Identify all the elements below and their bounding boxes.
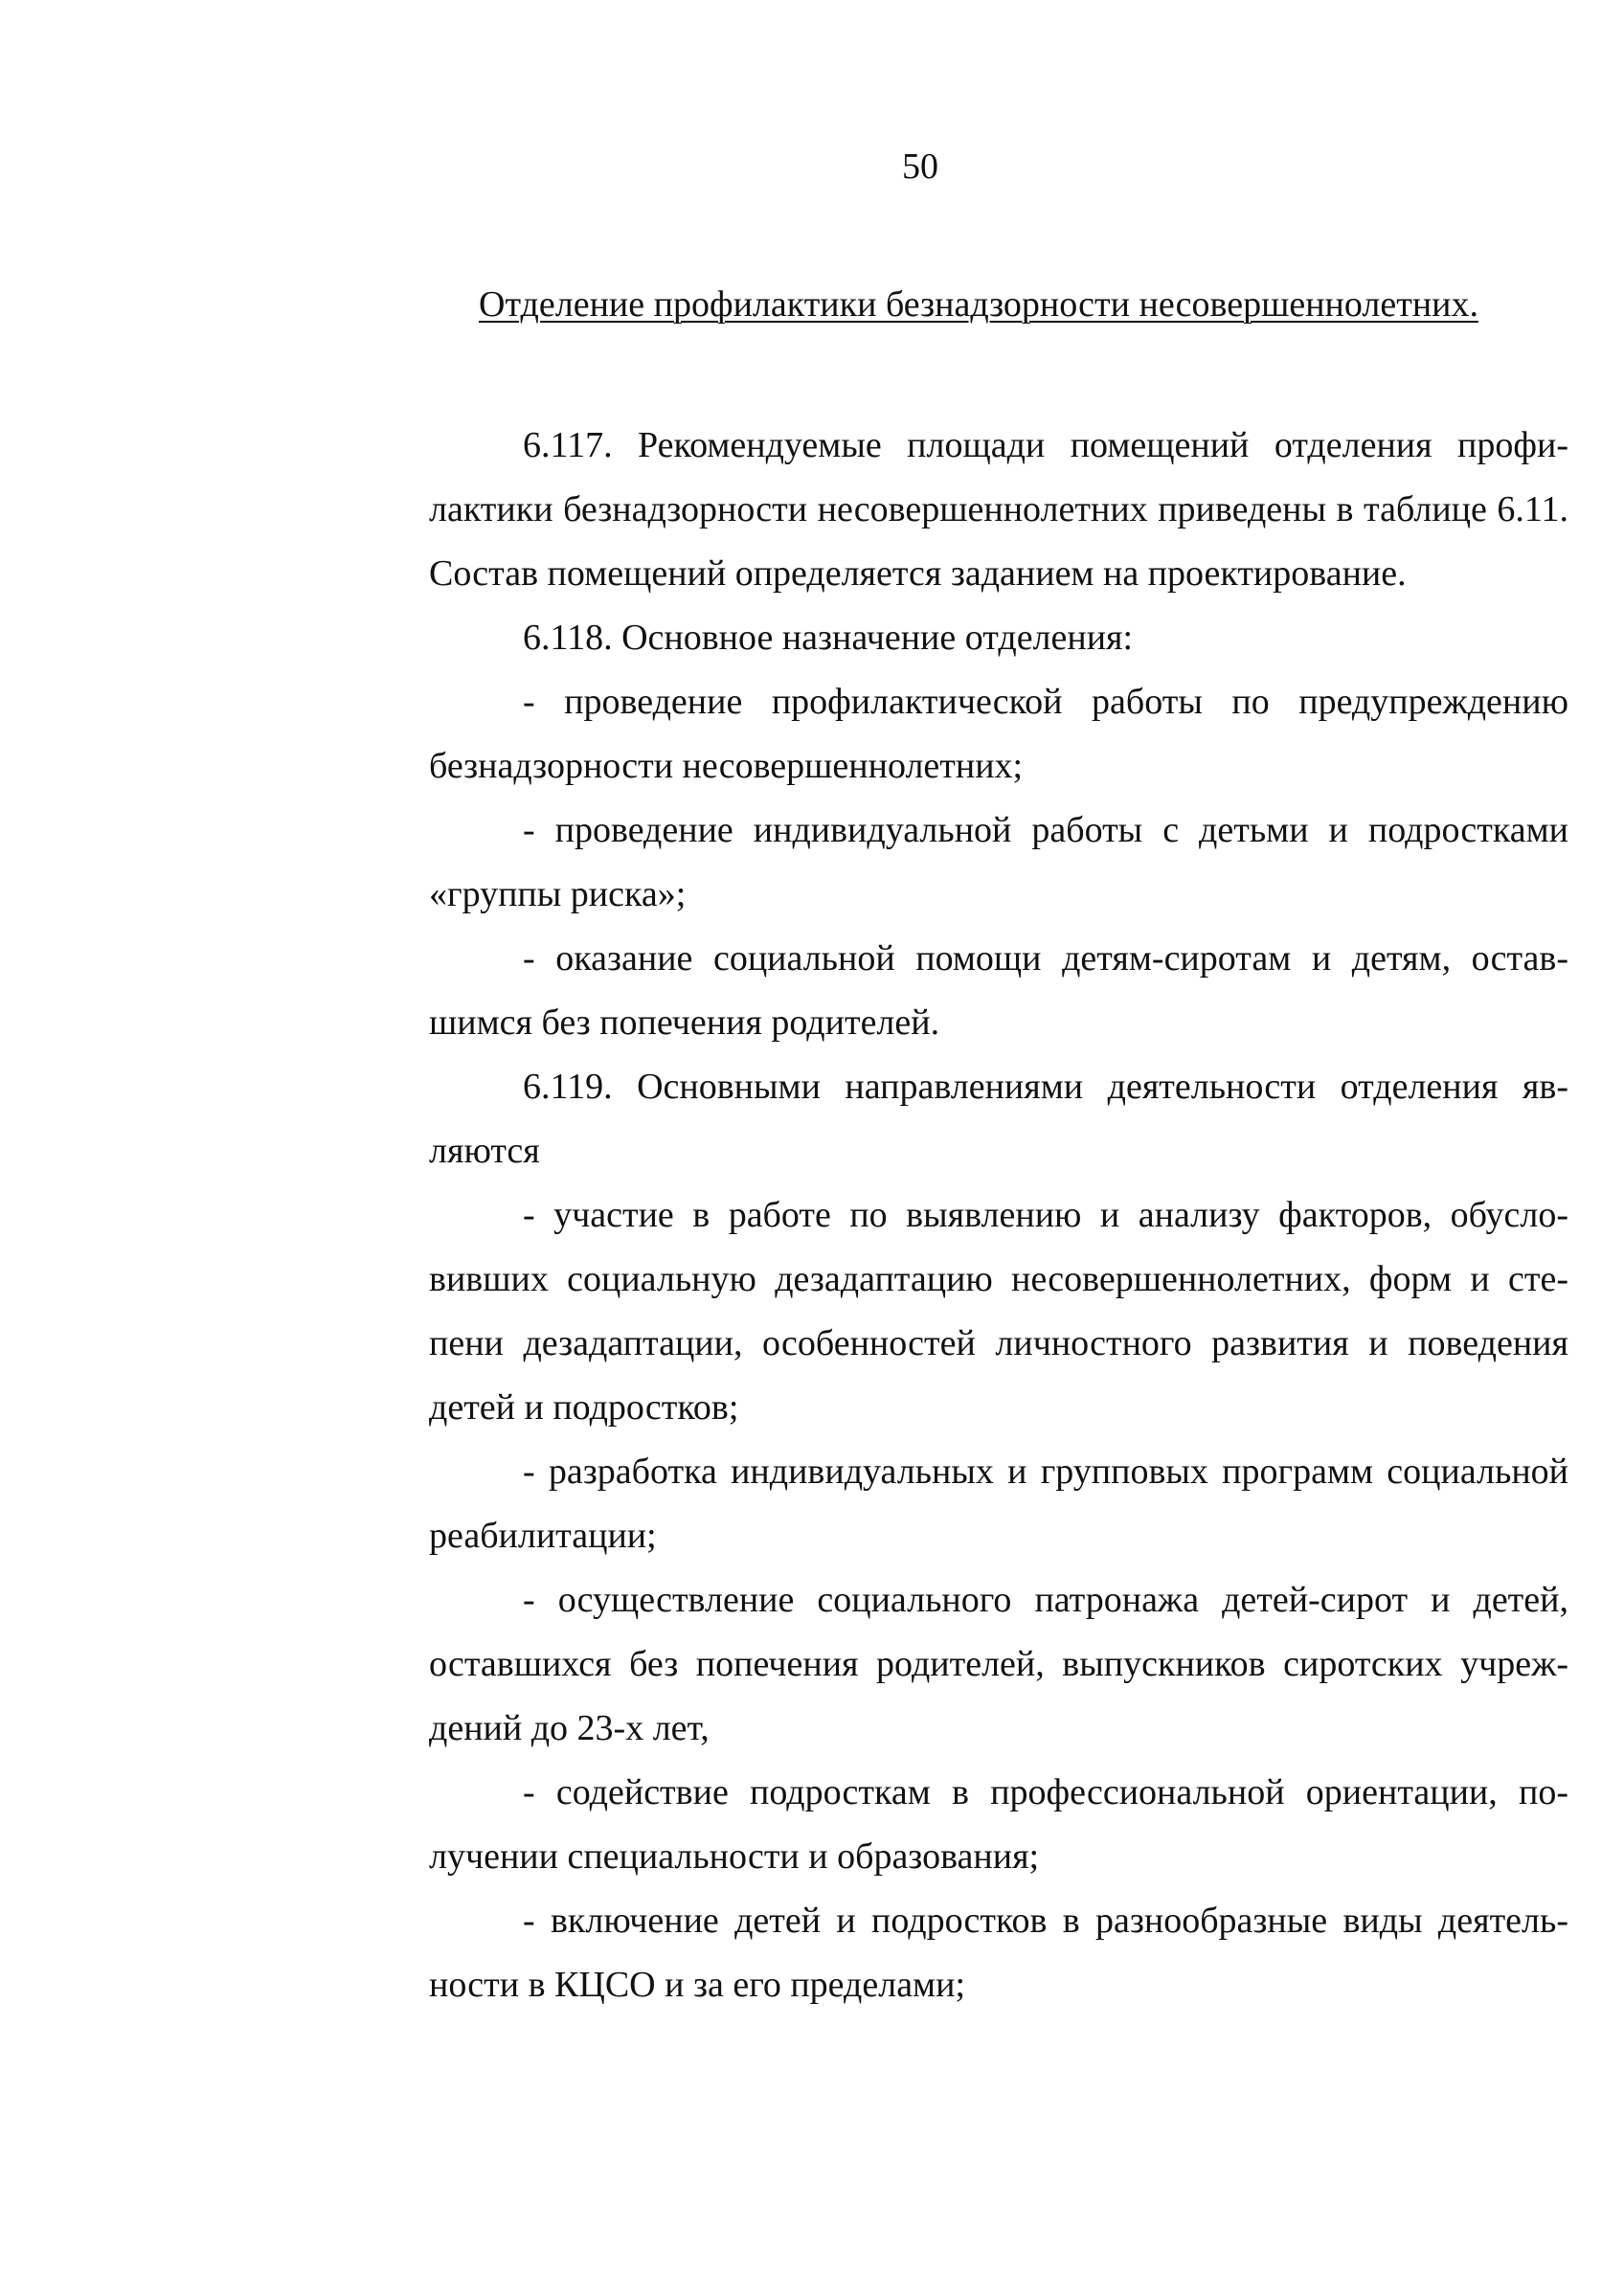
list-item: - оказание социальной помощи детям-сиротам и детям, оставшимся без попечения родителей. [429, 938, 1568, 1043]
paragraph-6-117: 6.117. Рекомендуемые площади помещений отделения профилактики безнадзорности несовершеннолетних приведены в таблице 6.11. Состав помещений определяется заданием на проектирование. [429, 425, 1568, 594]
list-item: - участие в работе по выявлению и анализу факторов, обусловивших социальную дезадаптацию несовершеннолетних, форм и степени дезадаптации, особенностей личностного развития и поведения детей и подростков; [429, 1195, 1568, 1428]
list-item: - разработка индивидуальных и групповых программ социальной реабилитации; [429, 1452, 1568, 1556]
section-title: Отделение профилактики безнадзорности несовершеннолетних. [479, 284, 1478, 325]
body-text [429, 414, 1568, 2017]
list-item: - проведение индивидуальной работы с детьми и подростками «группы риска»; [429, 810, 1568, 914]
list-item: - включение детей и подростков в разнообразные виды деятельности в КЦСО и за его пределами; [429, 1901, 1568, 2005]
list-item: - осуществление социального патронажа детей-сирот и детей, оставшихся без попечения родителей, выпускников сиротских учреждений до 23-х лет, [429, 1580, 1568, 1748]
paragraph-6-118: 6.118. Основное назначение отделения: [523, 618, 1134, 658]
list-item: - проведение профилактической работы по предупреждению безнадзорности несовершеннолетних; [429, 682, 1568, 786]
page-number: 50 [902, 146, 938, 187]
list-item: - содействие подросткам в профессиональной ориентации, получении специальности и образования; [429, 1772, 1568, 1877]
paragraph-6-119: 6.119. Основными направлениями деятельности отделения являются [429, 1067, 1568, 1171]
